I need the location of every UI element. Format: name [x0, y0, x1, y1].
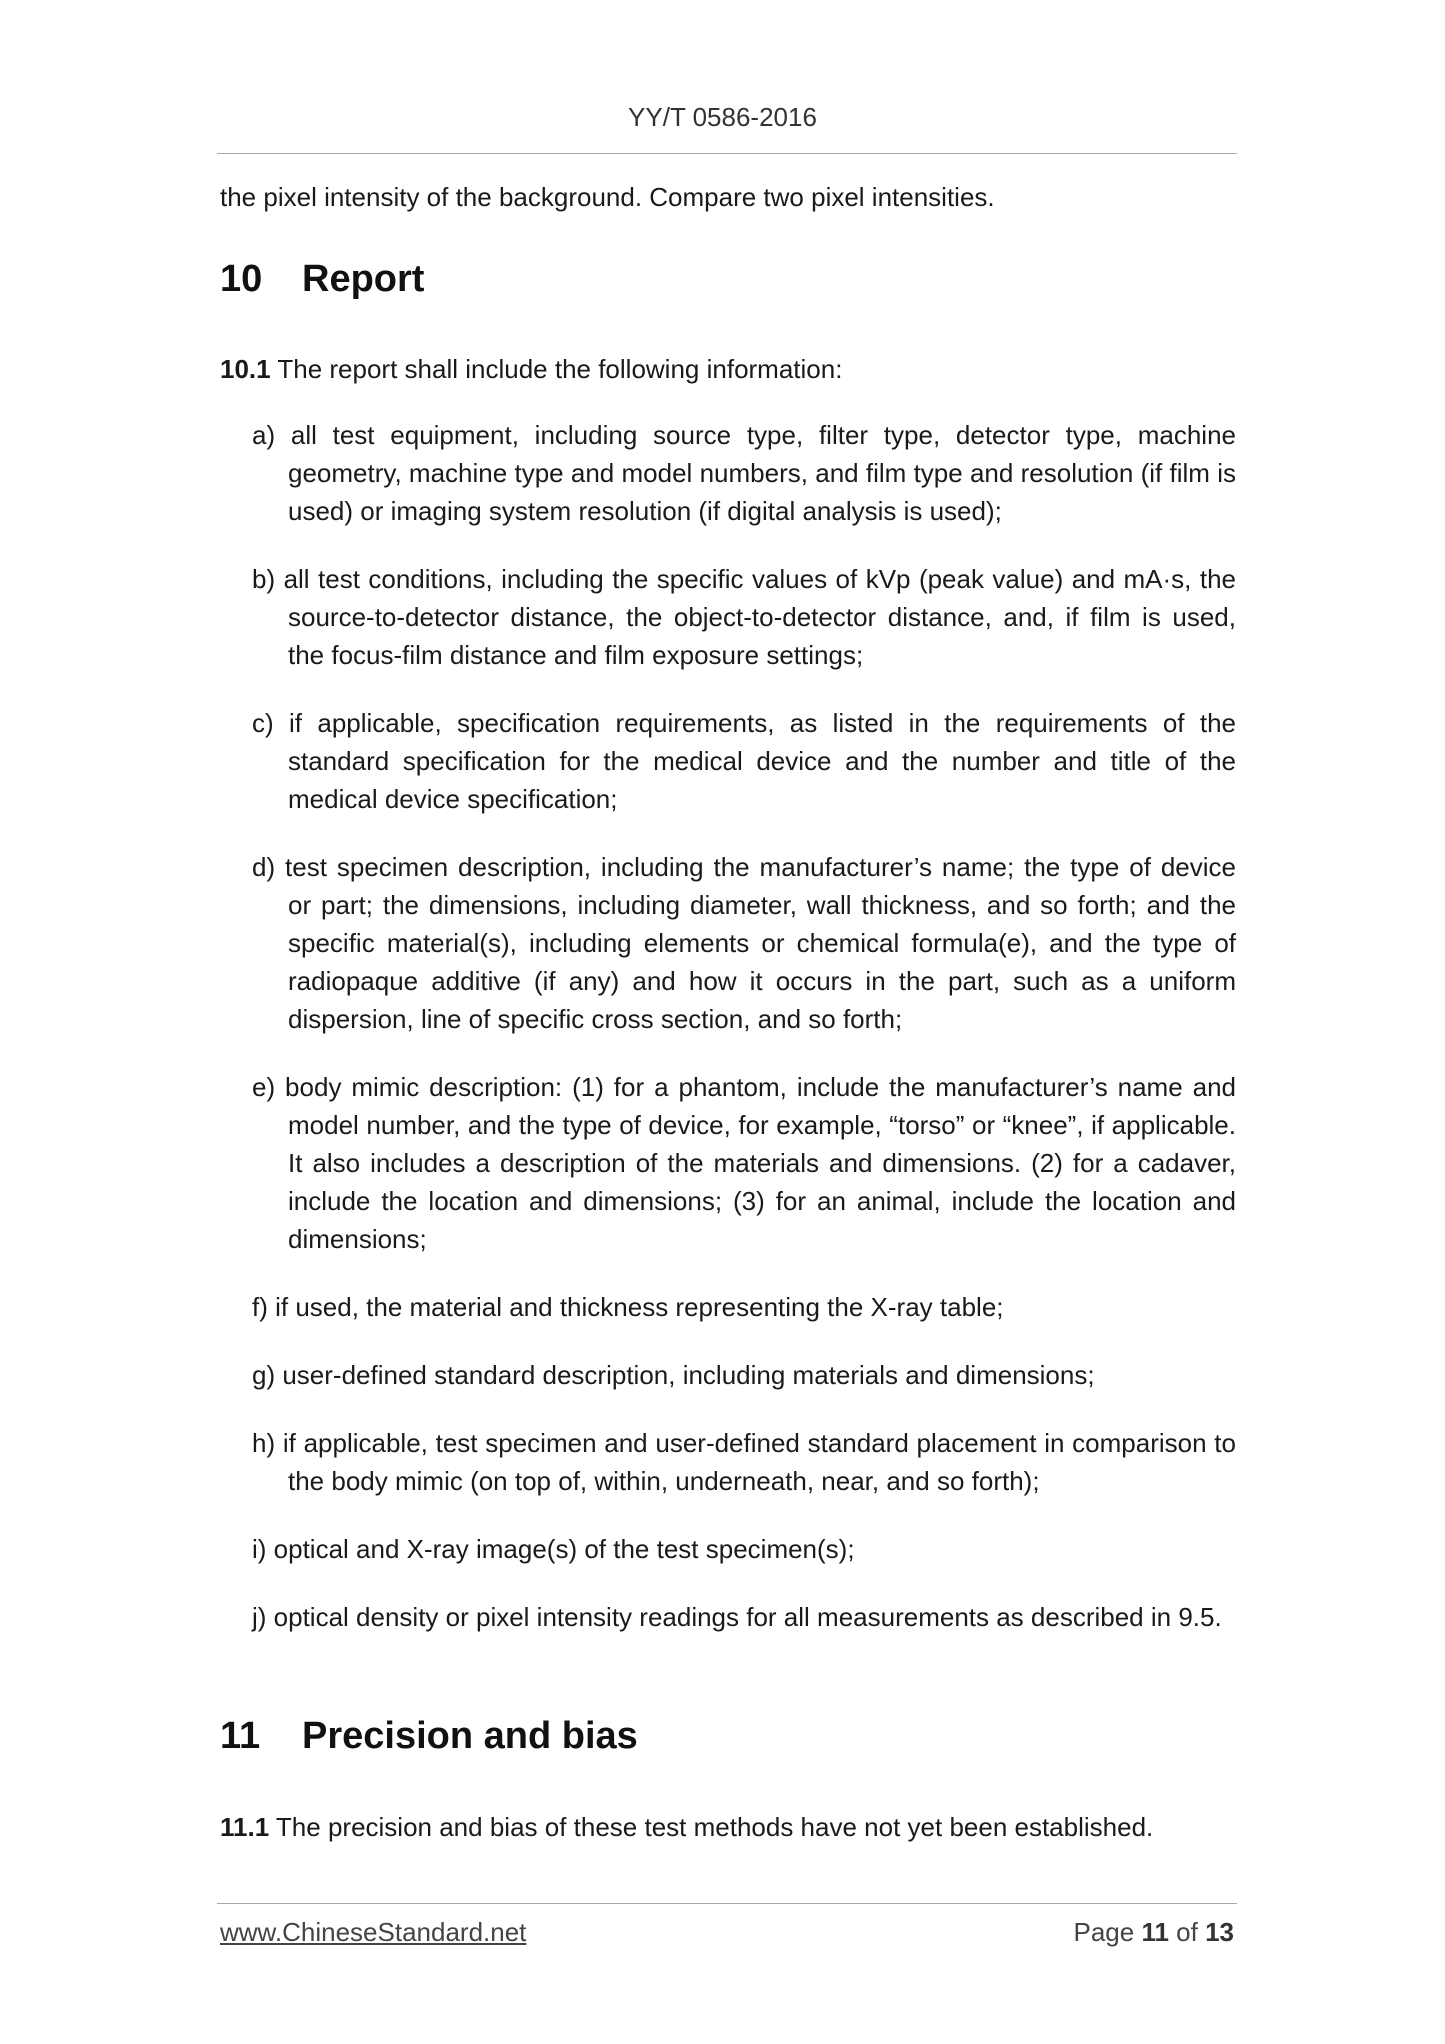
website-link[interactable]: www.ChineseStandard.net: [220, 1917, 527, 1947]
standard-number-header: YY/T 0586-2016: [628, 102, 817, 132]
list-item: c) if applicable, specification requirements, as listed in the requirements of the standard specification for the medical device and the number and title of the medical device specification;: [252, 708, 1236, 814]
section-11-title: Precision and bias: [302, 1715, 638, 1757]
header-divider: [217, 153, 1237, 154]
list-item: d) test specimen description, including the manufacturer’s name; the type of device or part; the dimensions, including diameter, wall thickness, and so forth; and the specific material(s), including elements or chemical formula(e), and the type of radiopaque additive (if any) and how it occurs in the part, such as a uniform dispersion, line of specific cross section, and so forth;: [252, 852, 1236, 1034]
section-11-heading: [220, 1715, 638, 1758]
page-current: 11: [1141, 1917, 1169, 1947]
list-item: h) if applicable, test specimen and user-defined standard placement in comparison to the body mimic (on top of, within, underneath, near, and so forth);: [252, 1428, 1236, 1496]
list-item: a) all test equipment, including source type, filter type, detector type, machine geometry, machine type and model numbers, and film type and resolution (if film is used) or imaging system resolution (if digital analysis is used);: [252, 420, 1236, 526]
section-11-number: 11: [220, 1715, 261, 1757]
intro-paragraph: the pixel intensity of the background. Compare two pixel intensities.: [220, 182, 995, 212]
page-label: Page: [1073, 1917, 1142, 1947]
clause-10-1-number: 10.1: [220, 354, 271, 384]
list-item: j) optical density or pixel intensity readings for all measurements as described in 9.5.: [252, 1602, 1222, 1632]
clause-10-1-text: The report shall include the following information:: [270, 354, 843, 384]
page-total: 13: [1205, 1917, 1234, 1947]
footer-divider: [217, 1903, 1237, 1904]
list-item: g) user-defined standard description, including materials and dimensions;: [252, 1360, 1095, 1390]
list-item: i) optical and X-ray image(s) of the test specimen(s);: [252, 1534, 855, 1564]
list-item: f) if used, the material and thickness representing the X-ray table;: [252, 1292, 1004, 1322]
section-10-heading: [220, 258, 424, 301]
list-item: e) body mimic description: (1) for a phantom, include the manufacturer’s name and model number, and the type of device, for example, “torso” or “knee”, if applicable. It also includes a description of the materials and dimensions. (2) for a cadaver, include the location and dimensions; (3) for an animal, include the location and dimensions;: [252, 1072, 1236, 1254]
report-items-list: [252, 416, 1236, 1666]
clause-10-1: [220, 350, 1240, 388]
page-of: of: [1168, 1917, 1206, 1947]
list-item: b) all test conditions, including the specific values of kVp (peak value) and mA·s, the source-to-detector distance, the object-to-detector distance, and, if film is used, the focus-film distance and film exposure settings;: [252, 564, 1236, 670]
clause-11-1-text: The precision and bias of these test methods have not yet been established.: [269, 1812, 1154, 1842]
clause-11-1-number: 11.1: [220, 1812, 270, 1842]
page-number: [1073, 1917, 1234, 1948]
section-10-number: 10: [220, 258, 263, 300]
clause-11-1: [220, 1808, 1240, 1846]
section-10-title: Report: [302, 258, 425, 300]
